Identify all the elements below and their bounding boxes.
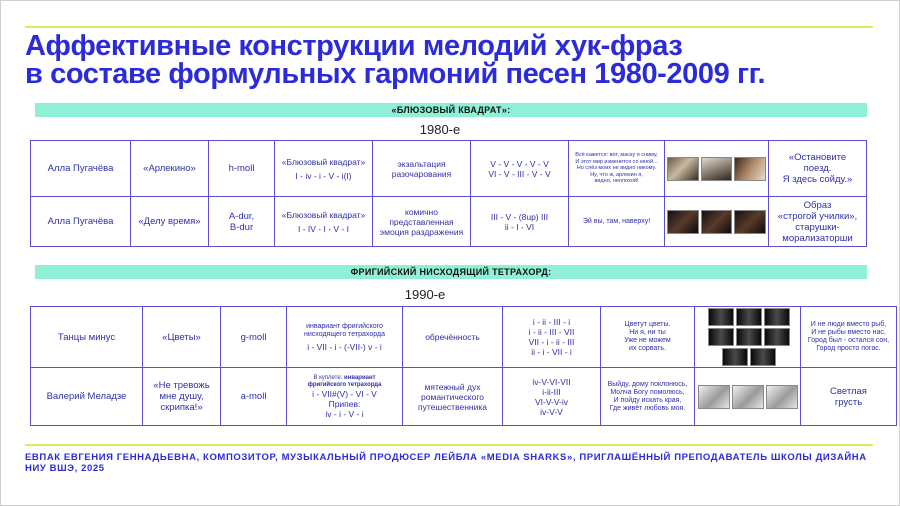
video-stills bbox=[697, 308, 801, 366]
chords-line: i - ii - III - i bbox=[532, 317, 571, 327]
lyrics-line: Ни я, ни ты bbox=[629, 329, 666, 336]
harmony-line: «Блюзовый квадрат» bbox=[281, 156, 366, 167]
lyrics-line: Ну, что ж, арлекин я, bbox=[590, 171, 643, 178]
harmony-line: i - VII - i - (-VII-) v - i bbox=[307, 342, 382, 352]
meaning-line: поезд. bbox=[803, 163, 832, 174]
emotion-line: эмоция раздражения bbox=[379, 226, 464, 237]
lyrics-cell: Эй вы, там, наверху! bbox=[569, 197, 665, 247]
chords-cell bbox=[471, 197, 569, 247]
meaning-cell bbox=[801, 368, 897, 426]
chords-cell bbox=[471, 141, 569, 197]
harmony-line: инвариант фригийского bbox=[306, 323, 383, 330]
key-cell: a-moll bbox=[221, 368, 287, 426]
table-row bbox=[31, 368, 897, 426]
chords-line: V - V - V - V - V bbox=[490, 158, 549, 169]
artist-cell: Алла Пугачёва bbox=[31, 197, 131, 247]
chords-line: i - ii - III - VII bbox=[528, 327, 575, 337]
video-still-image bbox=[701, 157, 733, 181]
video-stills bbox=[667, 210, 766, 234]
emotion-cell bbox=[403, 368, 503, 426]
table-row bbox=[31, 307, 897, 368]
chords-line: ii - I - VI bbox=[504, 221, 535, 232]
meaning-line: Образ bbox=[803, 199, 832, 211]
emotion-line: экзальтация bbox=[397, 158, 446, 169]
harmony-cell bbox=[275, 197, 373, 247]
key-cell bbox=[209, 197, 275, 247]
lyrics-cell bbox=[569, 141, 665, 197]
title-line-2: в составе формульных гармоний песен 1980-2009 гг. bbox=[25, 58, 766, 90]
lyrics-line: Выйду, дому поклонюсь, bbox=[607, 380, 688, 388]
harmony-cell bbox=[287, 368, 403, 426]
chords-line: ii - i - VII - i bbox=[531, 347, 572, 357]
song-cell bbox=[143, 368, 221, 426]
video-stills bbox=[667, 157, 766, 181]
footer-credit: ЕВПАК ЕВГЕНИЯ ГЕННАДЬЕВНА, КОМПОЗИТОР, МУЗЫКАЛЬНЫЙ ПРОДЮСЕР ЛЕЙБЛА «MEDIA SHARKS», ПРИГЛАШЁННЫЙ ПРЕПОДАВАТЕЛЬ ШКОЛЫ ДИЗАЙНА НИУ ВШЭ, 2025 bbox=[25, 452, 867, 474]
harmony-note-bold-2: фригийского тетрахорда bbox=[307, 381, 382, 388]
chords-line: iv-V-VI-VII bbox=[532, 376, 571, 387]
video-stills bbox=[697, 385, 798, 409]
top-rule bbox=[25, 26, 873, 28]
song-line: скрипка!» bbox=[160, 402, 203, 413]
chords-cell bbox=[503, 307, 601, 368]
image-cell bbox=[695, 307, 801, 368]
meaning-line: И не рыбы вместо нас. bbox=[811, 329, 886, 336]
chords-cell bbox=[503, 368, 601, 426]
harmony-note-bold: инвариант bbox=[344, 374, 376, 381]
harmony-note bbox=[289, 375, 400, 382]
lyrics-cell bbox=[601, 368, 695, 426]
lyrics-line: видно, неплохой! bbox=[594, 178, 639, 185]
video-still-image bbox=[732, 385, 764, 409]
artist-cell: Алла Пугачёва bbox=[31, 141, 131, 197]
video-still-image bbox=[750, 348, 776, 366]
meaning-line: старушки- bbox=[795, 221, 840, 233]
chords-line: iv-V-V bbox=[540, 406, 563, 417]
table-row bbox=[31, 141, 867, 197]
bottom-rule bbox=[25, 444, 873, 446]
lyrics-cell bbox=[601, 307, 695, 368]
era-label-1980s: 1980-е bbox=[419, 122, 461, 137]
video-still-image bbox=[764, 308, 790, 326]
key-line: B-dur bbox=[229, 221, 254, 233]
harmony-line: «Блюзовый квадрат» bbox=[281, 209, 366, 220]
emotion-cell bbox=[373, 141, 471, 197]
video-still-image bbox=[701, 210, 733, 234]
meaning-line: Город просто погас. bbox=[816, 345, 881, 352]
video-still-image bbox=[766, 385, 798, 409]
video-still-image bbox=[734, 210, 766, 234]
video-still-image bbox=[698, 385, 730, 409]
emotion-line: представленная bbox=[389, 216, 454, 227]
chords-line: VI - V - III - V - V bbox=[488, 168, 551, 179]
slide-title bbox=[25, 32, 885, 88]
table-row bbox=[31, 197, 867, 247]
artist-cell: Валерий Меладзе bbox=[31, 368, 143, 426]
video-still-image bbox=[734, 157, 766, 181]
meaning-line: Я здесь сойду.» bbox=[782, 174, 853, 185]
emotion-cell bbox=[373, 197, 471, 247]
lyrics-line: И этот мир изменится со мной... bbox=[575, 158, 658, 165]
lyrics-line: Где живёт любовь моя. bbox=[609, 404, 686, 412]
meaning-line: Светлая bbox=[830, 385, 867, 397]
meaning-line: И не люди вместо рыб, bbox=[810, 321, 887, 328]
meaning-line: «строгой училки», bbox=[777, 210, 858, 222]
video-still-image bbox=[708, 328, 734, 346]
section-header-phrygian: ФРИГИЙСКИЙ НИСХОДЯЩИЙ ТЕТРАХОРД: bbox=[35, 265, 867, 279]
table-1990s bbox=[30, 306, 897, 426]
harmony-line: нисходящего тетрахорда bbox=[304, 331, 385, 338]
meaning-line: грусть bbox=[834, 396, 863, 408]
song-line: «Не тревожь bbox=[153, 380, 210, 391]
meaning-cell bbox=[769, 197, 867, 247]
key-cell: g-moll bbox=[221, 307, 287, 368]
harmony-line: Припев: bbox=[328, 398, 361, 409]
harmony-line: i - VII#(V) - VI - V bbox=[312, 388, 377, 399]
meaning-line: Город был - остался сон, bbox=[807, 337, 890, 344]
video-still-image bbox=[736, 308, 762, 326]
harmony-line: I - IV - I - V - I bbox=[298, 223, 349, 234]
image-cell bbox=[665, 197, 769, 247]
harmony-line: I - iv - i - V - i(I) bbox=[295, 170, 352, 181]
artist-cell: Танцы минус bbox=[31, 307, 143, 368]
video-still-image bbox=[764, 328, 790, 346]
lyrics-line: Всё кажется: вот, маску я сниму, bbox=[575, 152, 658, 159]
emotion-line: комично bbox=[405, 206, 438, 217]
emotion-line: разочарования bbox=[391, 168, 452, 179]
emotion-line: мятежный дух bbox=[424, 381, 481, 392]
song-cell: «Цветы» bbox=[143, 307, 221, 368]
table-1980s bbox=[30, 140, 867, 247]
chords-line: III - V - (8up) III bbox=[490, 211, 549, 222]
meaning-line: морализаторши bbox=[782, 232, 853, 244]
harmony-note-prefix: В куплете: bbox=[313, 374, 345, 381]
song-cell: «Арлекино» bbox=[131, 141, 209, 197]
emotion-cell: обречённость bbox=[403, 307, 503, 368]
image-cell bbox=[695, 368, 801, 426]
chords-line: VII - i - ii - III bbox=[528, 337, 575, 347]
video-still-image bbox=[667, 157, 699, 181]
meaning-cell bbox=[769, 141, 867, 197]
harmony-cell bbox=[287, 307, 403, 368]
lyrics-line: И пойду искать края, bbox=[613, 396, 682, 404]
era-label-1990s: 1990-е bbox=[404, 287, 446, 302]
meaning-line: «Остановите bbox=[788, 152, 847, 163]
key-cell: h-moll bbox=[209, 141, 275, 197]
lyrics-line: Молча Богу помолюсь, bbox=[610, 388, 685, 396]
harmony-cell bbox=[275, 141, 373, 197]
lyrics-line: их сорвать. bbox=[629, 345, 666, 352]
video-still-image bbox=[667, 210, 699, 234]
emotion-line: романтического bbox=[421, 391, 484, 402]
song-cell: «Делу время» bbox=[131, 197, 209, 247]
harmony-line: iv - i - V - i bbox=[325, 408, 364, 419]
chords-line: i-ii-III bbox=[542, 386, 561, 397]
song-line: мне душу, bbox=[159, 391, 204, 402]
video-still-image bbox=[708, 308, 734, 326]
video-still-image bbox=[736, 328, 762, 346]
key-line: A-dur, bbox=[228, 210, 255, 222]
meaning-cell bbox=[801, 307, 897, 368]
lyrics-line: Цветут цветы. bbox=[624, 321, 671, 328]
lyrics-line: Уже не можем bbox=[624, 337, 671, 344]
section-header-blues: «БЛЮЗОВЫЙ КВАДРАТ»: bbox=[35, 103, 867, 117]
video-still-image bbox=[722, 348, 748, 366]
image-cell bbox=[665, 141, 769, 197]
lyrics-line: Но слёз моих не видно никому. bbox=[576, 165, 657, 172]
chords-line: VI-V-V-iv bbox=[534, 396, 569, 407]
title-line-1: Аффективные конструкции мелодий хук-фраз bbox=[25, 30, 683, 62]
emotion-line: путешественника bbox=[418, 401, 487, 412]
